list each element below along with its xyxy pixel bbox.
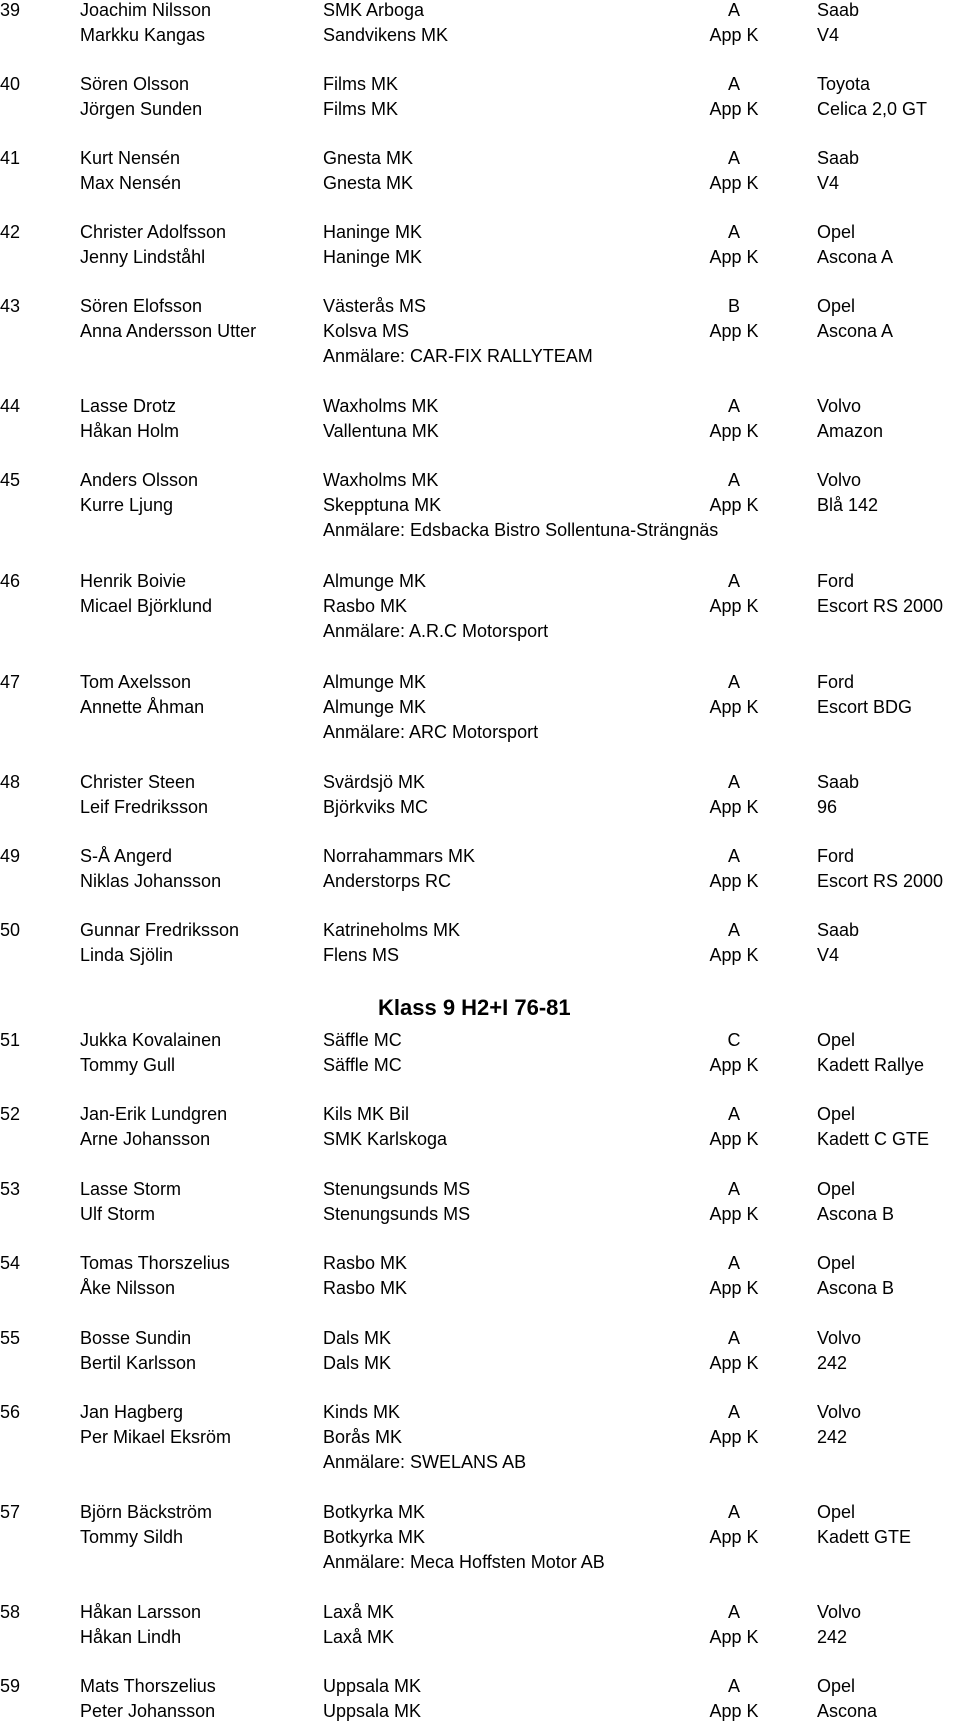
car-make: Volvo xyxy=(817,470,862,490)
co-driver-name: Micael Björklund xyxy=(80,596,213,616)
driver-club: Almunge MK xyxy=(323,571,427,591)
secondary-class: App K xyxy=(709,1204,759,1224)
driver-club: Haninge MK xyxy=(323,222,423,242)
car-class: A xyxy=(727,672,740,692)
secondary-class: App K xyxy=(709,321,759,341)
driver-club: Waxholms MK xyxy=(323,470,439,490)
car-model: Kadett C GTE xyxy=(817,1129,930,1149)
secondary-class: App K xyxy=(709,421,759,441)
start-number: 56 xyxy=(0,1402,21,1422)
car-make: Opel xyxy=(817,1502,856,1522)
co-driver-name: Ulf Storm xyxy=(80,1204,156,1224)
driver-name: Sören Elofsson xyxy=(80,296,203,316)
entry-co-driver-row xyxy=(0,247,960,272)
co-driver-club: Dals MK xyxy=(323,1353,392,1373)
secondary-class: App K xyxy=(709,1627,759,1647)
secondary-class: App K xyxy=(709,1527,759,1547)
entrant-name: Anmälare: SWELANS AB xyxy=(323,1452,527,1472)
driver-club: Uppsala MK xyxy=(323,1676,422,1696)
entry-driver-row xyxy=(0,846,960,871)
car-make: Volvo xyxy=(817,1328,862,1348)
start-number: 43 xyxy=(0,296,21,316)
driver-name: Mats Thorszelius xyxy=(80,1676,216,1696)
start-number: 45 xyxy=(0,470,21,490)
car-make: Opel xyxy=(817,1253,856,1273)
driver-club: Svärdsjö MK xyxy=(323,772,426,792)
co-driver-club: Björkviks MC xyxy=(323,797,429,817)
driver-club: Botkyrka MK xyxy=(323,1502,426,1522)
car-make: Opel xyxy=(817,1676,856,1696)
car-class: A xyxy=(727,1402,740,1422)
car-model: Ascona xyxy=(817,1701,878,1721)
driver-name: Jan Hagberg xyxy=(80,1402,184,1422)
driver-name: Tomas Thorszelius xyxy=(80,1253,230,1273)
entrant-name: Anmälare: CAR-FIX RALLYTEAM xyxy=(323,346,593,366)
car-model: Blå 142 xyxy=(817,495,879,515)
entry-driver-row xyxy=(0,1253,960,1278)
driver-name: Anders Olsson xyxy=(80,470,199,490)
entry-driver-row xyxy=(0,1502,960,1527)
driver-club: SMK Arboga xyxy=(323,0,425,20)
car-make: Saab xyxy=(817,148,860,168)
co-driver-name: Håkan Lindh xyxy=(80,1627,182,1647)
secondary-class: App K xyxy=(709,247,759,267)
car-model: Ascona A xyxy=(817,321,894,341)
entry-driver-row xyxy=(0,672,960,697)
entry-co-driver-row xyxy=(0,1627,960,1652)
driver-club: Säffle MC xyxy=(323,1030,402,1050)
secondary-class: App K xyxy=(709,1278,759,1298)
entrant-row xyxy=(0,346,960,371)
driver-club: Almunge MK xyxy=(323,672,427,692)
co-driver-name: Anna Andersson Utter xyxy=(80,321,257,341)
driver-name: Joachim Nilsson xyxy=(80,0,212,20)
entry-driver-row xyxy=(0,470,960,495)
driver-name: Tom Axelsson xyxy=(80,672,192,692)
car-model: Ascona B xyxy=(817,1204,895,1224)
driver-club: Kils MK Bil xyxy=(323,1104,410,1124)
entry-driver-row xyxy=(0,1602,960,1627)
car-model: 242 xyxy=(817,1353,848,1373)
co-driver-name: Peter Johansson xyxy=(80,1701,216,1721)
car-make: Volvo xyxy=(817,1402,862,1422)
car-make: Ford xyxy=(817,571,855,591)
secondary-class: App K xyxy=(709,797,759,817)
co-driver-name: Max Nensén xyxy=(80,173,182,193)
secondary-class: App K xyxy=(709,871,759,891)
co-driver-club: Borås MK xyxy=(323,1427,403,1447)
start-number: 39 xyxy=(0,0,21,20)
car-make: Saab xyxy=(817,772,860,792)
co-driver-club: Rasbo MK xyxy=(323,1278,408,1298)
co-driver-name: Tommy Gull xyxy=(80,1055,176,1075)
car-class: A xyxy=(727,1328,740,1348)
start-number: 47 xyxy=(0,672,21,692)
entrant-row xyxy=(0,1552,960,1577)
entry-co-driver-row xyxy=(0,697,960,722)
secondary-class: App K xyxy=(709,1129,759,1149)
driver-name: Kurt Nensén xyxy=(80,148,181,168)
secondary-class: App K xyxy=(709,25,759,45)
car-make: Volvo xyxy=(817,1602,862,1622)
entry-driver-row xyxy=(0,0,960,25)
driver-name: Sören Olsson xyxy=(80,74,190,94)
entry-driver-row xyxy=(0,222,960,247)
entry-driver-row xyxy=(0,148,960,173)
car-model: Escort RS 2000 xyxy=(817,871,944,891)
car-make: Ford xyxy=(817,846,855,866)
co-driver-club: Botkyrka MK xyxy=(323,1527,426,1547)
entry-co-driver-row xyxy=(0,797,960,822)
start-number: 50 xyxy=(0,920,21,940)
driver-club: Rasbo MK xyxy=(323,1253,408,1273)
car-class: A xyxy=(727,1602,740,1622)
co-driver-club: Flens MS xyxy=(323,945,400,965)
entrant-name: Anmälare: A.R.C Motorsport xyxy=(323,621,549,641)
car-class: A xyxy=(727,1179,740,1199)
car-make: Saab xyxy=(817,920,860,940)
driver-club: Dals MK xyxy=(323,1328,392,1348)
co-driver-club: Kolsva MS xyxy=(323,321,410,341)
entry-co-driver-row xyxy=(0,1129,960,1154)
co-driver-club: Anderstorps RC xyxy=(323,871,452,891)
car-class: A xyxy=(727,0,740,20)
entrant-name: Anmälare: Meca Hoffsten Motor AB xyxy=(323,1552,605,1572)
driver-club: Gnesta MK xyxy=(323,148,414,168)
co-driver-club: Films MK xyxy=(323,99,398,119)
driver-club: Waxholms MK xyxy=(323,396,439,416)
start-number: 49 xyxy=(0,846,21,866)
driver-club: Stenungsunds MS xyxy=(323,1179,471,1199)
driver-name: Håkan Larsson xyxy=(80,1602,202,1622)
car-model: V4 xyxy=(817,945,840,965)
co-driver-name: Markku Kangas xyxy=(80,25,206,45)
entry-co-driver-row xyxy=(0,1204,960,1229)
entrant-row xyxy=(0,1452,960,1477)
driver-name: Björn Bäckström xyxy=(80,1502,213,1522)
driver-club: Kinds MK xyxy=(323,1402,401,1422)
co-driver-name: Arne Johansson xyxy=(80,1129,211,1149)
car-class: A xyxy=(727,1676,740,1696)
driver-name: Gunnar Fredriksson xyxy=(80,920,240,940)
co-driver-name: Bertil Karlsson xyxy=(80,1353,197,1373)
driver-club: Västerås MS xyxy=(323,296,427,316)
entry-driver-row xyxy=(0,571,960,596)
car-make: Opel xyxy=(817,296,856,316)
secondary-class: App K xyxy=(709,945,759,965)
car-model: Kadett Rallye xyxy=(817,1055,925,1075)
car-model: V4 xyxy=(817,173,840,193)
entry-co-driver-row xyxy=(0,173,960,198)
class-heading-text: Klass 9 H2+I 76-81 xyxy=(378,995,571,1020)
entrant-name: Anmälare: ARC Motorsport xyxy=(323,722,539,742)
entry-driver-row xyxy=(0,1402,960,1427)
car-make: Toyota xyxy=(817,74,871,94)
entry-co-driver-row xyxy=(0,25,960,50)
co-driver-club: Almunge MK xyxy=(323,697,427,717)
entry-driver-row xyxy=(0,1179,960,1204)
car-class: B xyxy=(727,296,740,316)
car-make: Volvo xyxy=(817,396,862,416)
start-number: 48 xyxy=(0,772,21,792)
co-driver-club: Sandvikens MK xyxy=(323,25,449,45)
driver-club: Katrineholms MK xyxy=(323,920,461,940)
co-driver-name: Annette Åhman xyxy=(80,697,205,717)
secondary-class: App K xyxy=(709,596,759,616)
entry-co-driver-row xyxy=(0,321,960,346)
entry-co-driver-row xyxy=(0,421,960,446)
car-class: A xyxy=(727,772,740,792)
entry-driver-row xyxy=(0,772,960,797)
driver-name: Henrik Boivie xyxy=(80,571,187,591)
co-driver-name: Jörgen Sunden xyxy=(80,99,203,119)
entry-co-driver-row xyxy=(0,945,960,970)
driver-club: Films MK xyxy=(323,74,398,94)
secondary-class: App K xyxy=(709,1353,759,1373)
car-make: Ford xyxy=(817,672,855,692)
car-model: Escort BDG xyxy=(817,697,913,717)
co-driver-club: Stenungsunds MS xyxy=(323,1204,471,1224)
entrant-name: Anmälare: Edsbacka Bistro Sollentuna-Strängnäs xyxy=(323,520,719,540)
co-driver-name: Jenny Lindståhl xyxy=(80,247,206,267)
start-number: 46 xyxy=(0,571,21,591)
driver-name: S-Å Angerd xyxy=(80,846,173,866)
car-model: Ascona A xyxy=(817,247,894,267)
start-number: 51 xyxy=(0,1030,21,1050)
start-number: 55 xyxy=(0,1328,21,1348)
co-driver-name: Leif Fredriksson xyxy=(80,797,209,817)
start-number: 58 xyxy=(0,1602,21,1622)
driver-club: Laxå MK xyxy=(323,1602,395,1622)
start-number: 54 xyxy=(0,1253,21,1273)
car-model: Celica 2,0 GT xyxy=(817,99,928,119)
driver-name: Jan-Erik Lundgren xyxy=(80,1104,228,1124)
car-class: A xyxy=(727,222,740,242)
car-class: A xyxy=(727,1253,740,1273)
entry-driver-row xyxy=(0,1030,960,1055)
co-driver-club: Vallentuna MK xyxy=(323,421,439,441)
car-class: A xyxy=(727,470,740,490)
car-class: A xyxy=(727,846,740,866)
entrant-row xyxy=(0,621,960,646)
entry-driver-row xyxy=(0,920,960,945)
driver-name: Lasse Storm xyxy=(80,1179,182,1199)
secondary-class: App K xyxy=(709,1427,759,1447)
car-make: Opel xyxy=(817,1030,856,1050)
co-driver-name: Håkan Holm xyxy=(80,421,180,441)
car-model: Ascona B xyxy=(817,1278,895,1298)
entry-co-driver-row xyxy=(0,1427,960,1452)
entry-co-driver-row xyxy=(0,1353,960,1378)
start-number: 44 xyxy=(0,396,21,416)
co-driver-name: Per Mikael Eksröm xyxy=(80,1427,232,1447)
start-number: 53 xyxy=(0,1179,21,1199)
secondary-class: App K xyxy=(709,99,759,119)
start-number: 59 xyxy=(0,1676,21,1696)
start-number: 41 xyxy=(0,148,21,168)
co-driver-club: Skepptuna MK xyxy=(323,495,442,515)
co-driver-name: Kurre Ljung xyxy=(80,495,174,515)
secondary-class: App K xyxy=(709,1055,759,1075)
entry-co-driver-row xyxy=(0,1278,960,1303)
co-driver-club: Gnesta MK xyxy=(323,173,414,193)
car-model: Amazon xyxy=(817,421,884,441)
car-class: A xyxy=(727,920,740,940)
car-model: 242 xyxy=(817,1427,848,1447)
secondary-class: App K xyxy=(709,1701,759,1721)
driver-name: Jukka Kovalainen xyxy=(80,1030,222,1050)
entry-co-driver-row xyxy=(0,871,960,896)
secondary-class: App K xyxy=(709,173,759,193)
car-class: A xyxy=(727,396,740,416)
car-make: Opel xyxy=(817,1104,856,1124)
entry-driver-row xyxy=(0,1328,960,1353)
co-driver-name: Åke Nilsson xyxy=(80,1278,176,1298)
co-driver-name: Niklas Johansson xyxy=(80,871,222,891)
car-model: Escort RS 2000 xyxy=(817,596,944,616)
driver-name: Christer Adolfsson xyxy=(80,222,227,242)
start-number: 57 xyxy=(0,1502,21,1522)
start-number: 52 xyxy=(0,1104,21,1124)
co-driver-club: Säffle MC xyxy=(323,1055,402,1075)
car-class: C xyxy=(727,1030,741,1050)
driver-club: Norrahammars MK xyxy=(323,846,476,866)
start-number: 40 xyxy=(0,74,21,94)
car-class: A xyxy=(727,148,740,168)
entrant-row xyxy=(0,722,960,747)
co-driver-club: Rasbo MK xyxy=(323,596,408,616)
entrant-row xyxy=(0,520,960,545)
secondary-class: App K xyxy=(709,495,759,515)
car-model: V4 xyxy=(817,25,840,45)
entry-driver-row xyxy=(0,1104,960,1129)
car-class: A xyxy=(727,1502,740,1522)
secondary-class: App K xyxy=(709,697,759,717)
entry-driver-row xyxy=(0,74,960,99)
co-driver-club: Laxå MK xyxy=(323,1627,395,1647)
entry-driver-row xyxy=(0,1676,960,1701)
co-driver-name: Linda Sjölin xyxy=(80,945,174,965)
entry-co-driver-row xyxy=(0,1527,960,1552)
car-class: A xyxy=(727,1104,740,1124)
entry-co-driver-row xyxy=(0,596,960,621)
driver-name: Bosse Sundin xyxy=(80,1328,192,1348)
car-make: Opel xyxy=(817,1179,856,1199)
car-class: A xyxy=(727,571,740,591)
entry-driver-row xyxy=(0,296,960,321)
co-driver-name: Tommy Sildh xyxy=(80,1527,184,1547)
entry-driver-row xyxy=(0,396,960,421)
driver-name: Lasse Drotz xyxy=(80,396,177,416)
car-class: A xyxy=(727,74,740,94)
car-make: Opel xyxy=(817,222,856,242)
co-driver-club: Haninge MK xyxy=(323,247,423,267)
car-model: 242 xyxy=(817,1627,848,1647)
car-model: Kadett GTE xyxy=(817,1527,912,1547)
driver-name: Christer Steen xyxy=(80,772,196,792)
co-driver-club: SMK Karlskoga xyxy=(323,1129,448,1149)
start-number: 42 xyxy=(0,222,21,242)
car-make: Saab xyxy=(817,0,860,20)
entry-co-driver-row xyxy=(0,1701,960,1726)
entry-co-driver-row xyxy=(0,1055,960,1080)
entry-co-driver-row xyxy=(0,99,960,124)
car-model: 96 xyxy=(817,797,838,817)
entry-co-driver-row xyxy=(0,495,960,520)
co-driver-club: Uppsala MK xyxy=(323,1701,422,1721)
